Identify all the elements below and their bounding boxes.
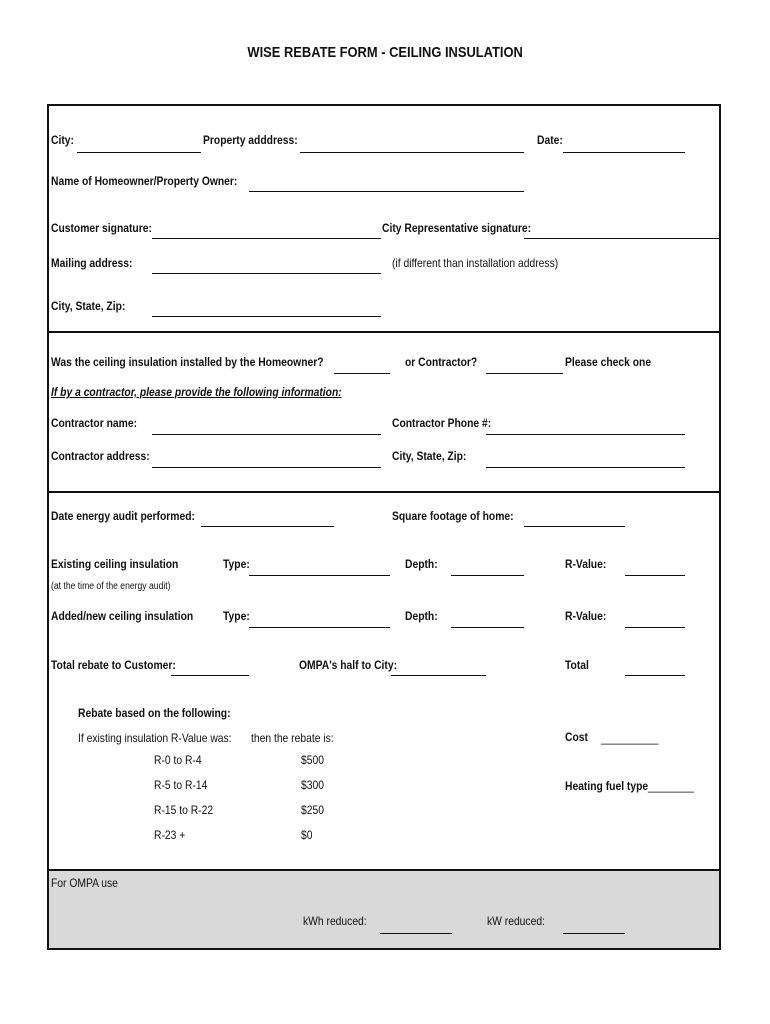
existing-rvalue-label: R-Value: — [565, 557, 607, 571]
total-label: Total — [565, 658, 589, 672]
contractor-phone-label: Contractor Phone #: — [392, 416, 492, 430]
cost-label: Cost — [565, 730, 588, 744]
installer-question: Was the ceiling insulation installed by the Homeowner? — [51, 355, 324, 369]
rebate-range: R-15 to R-22 — [154, 803, 214, 817]
contractor-note: If by a contractor, please provide the following information: — [51, 385, 342, 399]
added-type-field[interactable] — [249, 627, 390, 628]
homeowner-check-field[interactable] — [334, 373, 390, 374]
city-field[interactable] — [77, 152, 201, 153]
kw-reduced-field[interactable] — [563, 933, 625, 934]
contractor-city-state-zip-field[interactable] — [486, 467, 685, 468]
added-depth-field[interactable] — [451, 627, 524, 628]
added-depth-label: Depth: — [405, 609, 438, 623]
heating-fuel-field[interactable]: ________ — [648, 779, 694, 793]
date-field[interactable] — [563, 152, 685, 153]
city-rep-signature-field[interactable] — [524, 238, 719, 239]
or-contractor-label: or Contractor? — [405, 355, 478, 369]
heating-fuel-label: Heating fuel type — [565, 779, 649, 793]
city-rep-signature-label: City Representative signature: — [382, 221, 532, 235]
added-insulation-label: Added/new ceiling insulation — [51, 609, 194, 623]
contractor-phone-field[interactable] — [486, 434, 685, 435]
ompa-heading: For OMPA use — [51, 876, 118, 890]
audit-date-field[interactable] — [201, 526, 334, 527]
added-type-label: Type: — [223, 609, 250, 623]
then-rebate-label: then the rebate is: — [251, 731, 334, 745]
existing-insulation-label: Existing ceiling insulation — [51, 557, 179, 571]
rebate-amount: $0 — [301, 828, 313, 842]
rebate-amount: $250 — [301, 803, 324, 817]
homeowner-field[interactable] — [249, 191, 524, 192]
total-field[interactable] — [625, 675, 685, 676]
mailing-note: (if different than installation address) — [392, 256, 559, 270]
kwh-reduced-field[interactable] — [380, 933, 452, 934]
rebate-amount: $500 — [301, 753, 324, 767]
ompa-half-label: OMPA's half to City: — [299, 658, 398, 672]
cost-field[interactable]: __________ — [601, 731, 659, 745]
kw-reduced-label: kW reduced: — [487, 914, 545, 928]
rebate-range: R-5 to R-14 — [154, 778, 208, 792]
rebate-heading: Rebate based on the following: — [78, 706, 231, 720]
rebate-range: R-0 to R-4 — [154, 753, 202, 767]
customer-signature-field[interactable] — [152, 238, 381, 239]
added-rvalue-field[interactable] — [625, 627, 685, 628]
existing-depth-label: Depth: — [405, 557, 438, 571]
contractor-address-field[interactable] — [152, 467, 381, 468]
property-address-label: Property adddress: — [203, 133, 298, 147]
city-state-zip-label: City, State, Zip: — [51, 299, 126, 313]
contractor-check-field[interactable] — [486, 373, 563, 374]
date-label: Date: — [537, 133, 563, 147]
audit-section — [47, 491, 721, 871]
check-one-label: Please check one — [565, 355, 652, 369]
contractor-city-state-zip-label: City, State, Zip: — [392, 449, 467, 463]
square-footage-label: Square footage of home: — [392, 509, 514, 523]
mailing-address-field[interactable] — [152, 273, 381, 274]
form-title: WISE REBATE FORM - CEILING INSULATION — [247, 44, 523, 61]
contractor-name-label: Contractor name: — [51, 416, 138, 430]
rebate-amount: $300 — [301, 778, 324, 792]
existing-type-field[interactable] — [249, 575, 390, 576]
customer-signature-label: Customer signature: — [51, 221, 152, 235]
existing-type-label: Type: — [223, 557, 250, 571]
ompa-section — [47, 869, 721, 950]
city-state-zip-field[interactable] — [152, 316, 381, 317]
contractor-address-label: Contractor address: — [51, 449, 150, 463]
ompa-half-field[interactable] — [391, 675, 486, 676]
audit-date-label: Date energy audit performed: — [51, 509, 195, 523]
total-rebate-label: Total rebate to Customer: — [51, 658, 176, 672]
square-footage-field[interactable] — [524, 526, 625, 527]
property-address-field[interactable] — [300, 152, 524, 153]
rebate-range: R-23 + — [154, 828, 186, 842]
contractor-name-field[interactable] — [152, 434, 381, 435]
kwh-reduced-label: kWh reduced: — [303, 914, 367, 928]
existing-depth-field[interactable] — [451, 575, 524, 576]
existing-rvalue-field[interactable] — [625, 575, 685, 576]
owner-section — [47, 104, 721, 333]
homeowner-label: Name of Homeowner/Property Owner: — [51, 174, 238, 188]
if-existing-label: If existing insulation R-Value was: — [78, 731, 232, 745]
total-rebate-field[interactable] — [171, 675, 249, 676]
mailing-address-label: Mailing address: — [51, 256, 133, 270]
existing-insulation-note: (at the time of the energy audit) — [51, 581, 171, 592]
city-label: City: — [51, 133, 74, 147]
added-rvalue-label: R-Value: — [565, 609, 607, 623]
